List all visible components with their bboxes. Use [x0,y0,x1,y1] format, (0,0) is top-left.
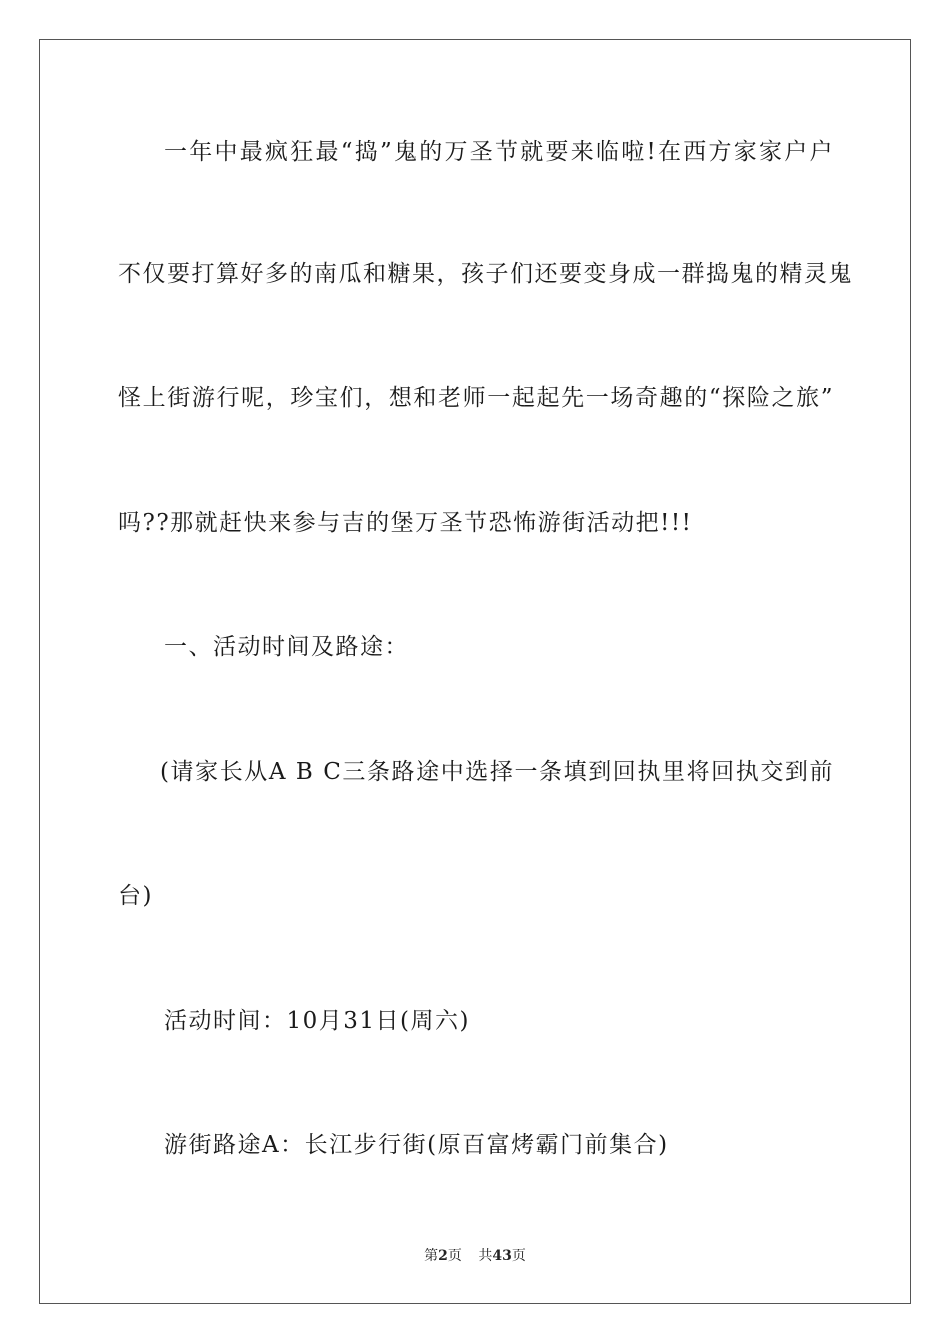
page-number: 2 [438,1248,448,1264]
total-pages-indicator: 共43页 [478,1248,526,1264]
paragraph-line-4: 吗??那就赶快来参与吉的堡万圣节恐怖游街活动把!!! [118,510,693,536]
total-pages: 43 [492,1248,512,1264]
route-a: 游街路途A：长江步行街(原百富烤霸门前集合) [164,1132,669,1158]
activity-time: 活动时间：10月31日(周六) [164,1008,470,1034]
paragraph-line-7: 台) [118,883,153,909]
paragraph-line-6: (请家长从A B C三条路途中选择一条填到回执里将回执交到前 [160,759,834,785]
paragraph-line-1: 一年中最疯狂最“捣”鬼的万圣节就要来临啦!在西方家家户户 [164,139,834,165]
page-indicator: 第2页 [424,1248,462,1264]
page-footer [0,1246,950,1266]
section-heading: 一、活动时间及路途： [164,634,409,660]
page-border [39,39,911,1304]
paragraph-line-3: 怪上街游行呢，珍宝们，想和老师一起起先一场奇趣的“探险之旅” [118,385,834,411]
paragraph-line-2: 不仅要打算好多的南瓜和糖果，孩子们还要变身成一群捣鬼的精灵鬼 [118,261,853,287]
